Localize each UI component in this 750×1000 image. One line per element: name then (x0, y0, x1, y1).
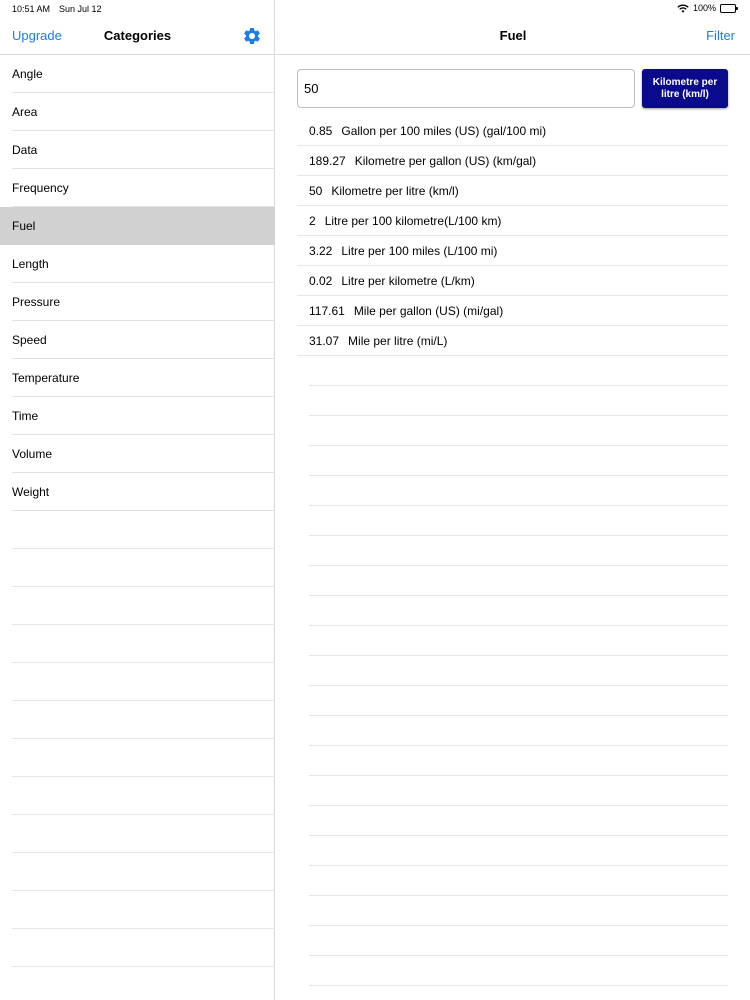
filter-button[interactable]: Filter (706, 28, 735, 43)
empty-row (0, 929, 275, 967)
empty-row (297, 596, 728, 626)
gear-icon[interactable] (242, 26, 262, 46)
empty-row (0, 701, 275, 739)
result-row[interactable] (297, 206, 728, 236)
result-value: 2 (309, 214, 316, 228)
empty-row (297, 416, 728, 446)
category-item-speed[interactable]: Speed (0, 321, 275, 359)
result-value: 117.61 (309, 304, 345, 318)
categories-title: Categories (103, 28, 172, 43)
empty-row (0, 739, 275, 777)
result-unit: Mile per gallon (US) (mi/gal) (353, 304, 504, 318)
result-row[interactable] (297, 176, 728, 206)
main-navigation-bar (276, 18, 750, 55)
result-value: 31.07 (309, 334, 340, 348)
status-time: 10:51 AM (12, 4, 51, 14)
category-item-volume[interactable]: Volume (0, 435, 275, 473)
category-item-temperature[interactable]: Temperature (0, 359, 275, 397)
result-row[interactable] (297, 146, 728, 176)
result-row[interactable] (297, 236, 728, 266)
result-row[interactable] (297, 326, 728, 356)
result-value: 189.27 (309, 154, 346, 168)
result-unit: Gallon per 100 miles (US) (gal/100 mi) (341, 124, 547, 138)
empty-row (0, 663, 275, 701)
conversion-result-list (297, 116, 728, 1000)
battery-icon (720, 4, 738, 13)
empty-row (297, 446, 728, 476)
category-item-fuel[interactable]: Fuel (0, 207, 275, 245)
empty-row (297, 536, 728, 566)
category-item-angle[interactable]: Angle (0, 55, 275, 93)
empty-row (297, 716, 728, 746)
category-item-pressure[interactable]: Pressure (0, 283, 275, 321)
empty-row (297, 986, 728, 1000)
empty-row (297, 806, 728, 836)
empty-row (297, 626, 728, 656)
categories-sidebar (0, 0, 275, 1000)
empty-row (297, 866, 728, 896)
result-unit: Litre per 100 kilometre(L/100 km) (324, 214, 502, 228)
unit-select-button[interactable]: Kilometre per litre (km/l) (642, 69, 728, 108)
status-bar (0, 0, 750, 18)
upgrade-button[interactable]: Upgrade (12, 28, 62, 43)
empty-row (297, 686, 728, 716)
empty-row (297, 476, 728, 506)
empty-row (0, 891, 275, 929)
empty-row (297, 656, 728, 686)
empty-row (297, 386, 728, 416)
result-value: 0.85 (309, 124, 333, 138)
empty-row (0, 777, 275, 815)
empty-row (0, 815, 275, 853)
battery-percentage: 100% (692, 3, 716, 13)
sidebar-navigation-bar (0, 18, 275, 55)
empty-row (0, 549, 275, 587)
page-title: Fuel (499, 28, 527, 43)
result-unit: Litre per 100 miles (L/100 mi) (341, 244, 498, 258)
wifi-icon (677, 4, 689, 13)
result-unit: Litre per kilometre (L/km) (341, 274, 475, 288)
category-item-data[interactable]: Data (0, 131, 275, 169)
result-unit: Kilometre per litre (km/l) (331, 184, 459, 198)
category-item-area[interactable]: Area (0, 93, 275, 131)
empty-row (0, 587, 275, 625)
empty-row (297, 956, 728, 986)
category-item-length[interactable]: Length (0, 245, 275, 283)
empty-row (297, 746, 728, 776)
category-item-weight[interactable]: Weight (0, 473, 275, 511)
result-value: 0.02 (309, 274, 333, 288)
result-row[interactable] (297, 296, 728, 326)
category-list (0, 55, 275, 967)
result-value: 3.22 (309, 244, 333, 258)
empty-row (297, 896, 728, 926)
result-row[interactable] (297, 116, 728, 146)
empty-row (0, 853, 275, 891)
value-input[interactable] (297, 69, 635, 108)
status-date: Sun Jul 12 (59, 4, 102, 14)
result-value: 50 (309, 184, 323, 198)
category-item-frequency[interactable]: Frequency (0, 169, 275, 207)
empty-row (297, 356, 728, 386)
empty-row (297, 506, 728, 536)
empty-row (297, 566, 728, 596)
empty-row (0, 511, 275, 549)
empty-row (297, 776, 728, 806)
category-item-time[interactable]: Time (0, 397, 275, 435)
empty-row (297, 836, 728, 866)
status-indicators (677, 3, 738, 13)
conversion-panel (276, 0, 750, 1000)
empty-row (0, 625, 275, 663)
empty-row (297, 926, 728, 956)
result-unit: Mile per litre (mi/L) (348, 334, 448, 348)
result-row[interactable] (297, 266, 728, 296)
result-unit: Kilometre per gallon (US) (km/gal) (354, 154, 537, 168)
